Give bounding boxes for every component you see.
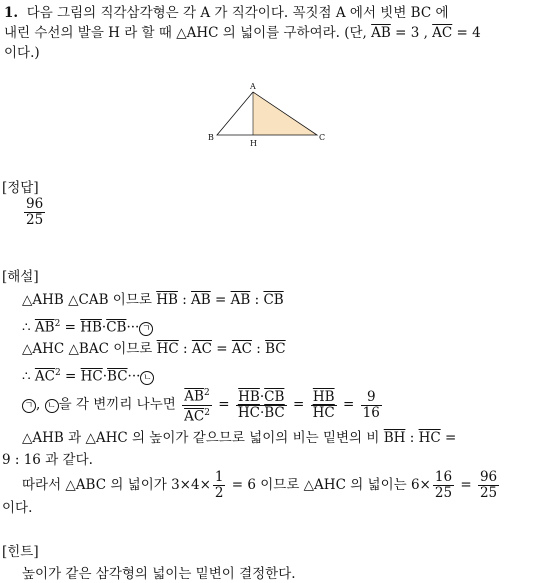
seg-hb-2: $\overline{HB}$ xyxy=(80,319,102,336)
frac-bc: $\overline{BC}$ xyxy=(264,404,285,421)
frac-16: 16 xyxy=(434,469,453,485)
problem-text-3: 이다.) xyxy=(4,45,40,61)
solution-line-8: 따라서 △ABC 의 넓이가 3×4× $\frac{1}{2}$ = 6 이므로 △AHC 의 넓이는 6× $\frac{16}{25}$ = $\frac{96}{25}$ xyxy=(22,469,498,501)
seg-bh: $\overline{BH}$ xyxy=(383,430,406,446)
label-a: A xyxy=(250,82,256,91)
answer-numerator: 96 xyxy=(26,196,44,212)
solution-header: [해설] xyxy=(2,269,39,285)
frac-two: 2 xyxy=(214,485,224,501)
frac-ac: $\overline{AC}$ xyxy=(184,408,205,424)
label-h: H xyxy=(250,139,257,148)
therefore-symbol-2: ∴ xyxy=(22,368,35,385)
ab-value: = 3 , xyxy=(390,25,433,41)
frac-ab: $\overline{AB}$ xyxy=(184,388,204,405)
solution-line-3: △AHC △BAC 이므로 $\overline{HC}$ : $\overline{AC} = \overline{AC}$ : $\overline{BC}$ xyxy=(22,341,286,357)
hint-text: 높이가 같은 삼각형의 넓이는 밑변이 결정한다. xyxy=(22,566,296,582)
therefore-symbol: ∴ xyxy=(22,319,35,336)
ac-value: = 4 xyxy=(452,25,481,41)
solution-line-4: ∴ $\overline{AC}^2 = \overline{HC}\cdot\overline{BC}\cdot\cdot\cdot$ ㄴ xyxy=(22,364,154,386)
problem-line-1 xyxy=(4,4,449,22)
frac-hb-2: $\overline{HB}$ xyxy=(312,388,335,405)
seg-cb: $\overline{CB}$ xyxy=(263,292,284,308)
answer-denominator: 25 xyxy=(26,212,44,228)
frac-25: 25 xyxy=(434,485,453,501)
hint-header: [힌트] xyxy=(2,544,39,560)
solution-line-6: △AHB 과 △AHC 의 높이가 같으므로 넓이의 비는 밑변의 비 $\overline{BH}$ : $\overline{HC}$ = xyxy=(22,430,457,446)
seg-bc: $\overline{BC}$ xyxy=(265,341,286,357)
frac-cb: $\overline{CB}$ xyxy=(264,388,285,405)
circled-1-icon-b: ㄱ xyxy=(22,399,36,413)
circled-2-icon: ㄴ xyxy=(140,371,154,385)
frac-96: 96 xyxy=(479,469,498,485)
solution-line-7: 9 : 16 과 같다. xyxy=(2,452,93,468)
solution-line-5: ㄱ , ㄴ 을 각 변끼리 나누면 $\frac{\overline{AB}^2}{\overline{AC}^2}$ = $\frac{\overline{HB}\cdot\overline{CB}}{\overline{HC}\cdot\overline{BC}}$ = $\frac{\overline{HB}}{HC}$ = $\frac{9}{16}$ xyxy=(22,386,384,424)
problem-number: 1. xyxy=(4,5,19,21)
answer-header: [정답] xyxy=(2,180,39,196)
seg-ac-2: $\overline{AC}$ xyxy=(231,341,252,357)
seg-ab-2: $\overline{AB}$ xyxy=(230,292,251,308)
seg-hb: $\overline{HB}$ xyxy=(156,292,178,308)
segment-ab: $\overline{AB}$ xyxy=(371,25,391,41)
seg-hc-2: $\overline{HC}$ xyxy=(80,368,103,385)
solution-line-9: 이다. xyxy=(2,500,33,516)
frac-hc: $\overline{HC}$ xyxy=(237,404,260,421)
label-c: C xyxy=(319,133,326,142)
seg-bc-2: $\overline{BC}$ xyxy=(107,368,128,385)
sol-text-6: △AHB 과 △AHC 의 높이가 같으므로 넓이의 비는 밑변의 비 xyxy=(22,430,384,446)
seg-hc: $\overline{HC}$ xyxy=(156,341,179,357)
frac-one: 1 xyxy=(214,469,224,485)
seg-ab-3: $\overline{AB}$ xyxy=(34,319,55,336)
triangle-figure xyxy=(205,80,335,150)
problem-line-3 xyxy=(4,44,40,62)
frac-25-b: 25 xyxy=(479,485,498,501)
problem-text-2: 내린 수선의 발을 H 라 할 때 △AHC 의 넓이를 구하여라. (단, xyxy=(4,25,372,41)
circled-1-icon: ㄱ xyxy=(139,322,153,336)
sol-text-8b: = 6 이므로 △AHC 의 넓이는 6× xyxy=(227,477,431,493)
frac-hc-2: HC xyxy=(312,404,335,421)
sol-text-8a: 따라서 △ABC 의 넓이가 3×4× xyxy=(22,477,211,493)
seg-ab: $\overline{AB}$ xyxy=(191,292,211,308)
seg-ac-3: $\overline{AC}$ xyxy=(34,368,55,385)
label-b: B xyxy=(208,133,214,142)
solution-line-2: ∴ $\overline{AB}^2 = \overline{HB}\cdot\overline{CB}\cdot\cdot\cdot$ ㄱ xyxy=(22,315,153,337)
seg-ac: $\overline{AC}$ xyxy=(191,341,212,357)
segment-ac: $\overline{AC}$ xyxy=(432,25,453,41)
frac-sixteen: 16 xyxy=(362,404,380,421)
seg-cb-2: $\overline{CB}$ xyxy=(106,319,127,336)
solution-line-1: △AHB △CAB 이므로 $\overline{HB}$ : $\overline{AB} = \overline{AB}$ : $\overline{CB}$ xyxy=(22,292,284,308)
circled-2-icon-b: ㄴ xyxy=(45,399,59,413)
frac-hb: $\overline{HB}$ xyxy=(238,388,260,405)
answer-fraction xyxy=(22,197,47,228)
sol-text-1: △AHB △CAB 이므로 xyxy=(22,292,157,308)
problem-text-1: 다음 그림의 직각삼각형은 각 A 가 직각이다. 꼭짓점 A 에서 빗변 BC 에 xyxy=(26,5,449,21)
seg-hc-3: $\overline{HC}$ xyxy=(418,430,441,446)
sol-text-3: △AHC △BAC 이므로 xyxy=(22,341,157,357)
frac-nine: 9 xyxy=(361,390,382,406)
sol-text-5: 을 각 변끼리 나누면 xyxy=(58,396,181,413)
problem-line-2 xyxy=(4,24,481,42)
